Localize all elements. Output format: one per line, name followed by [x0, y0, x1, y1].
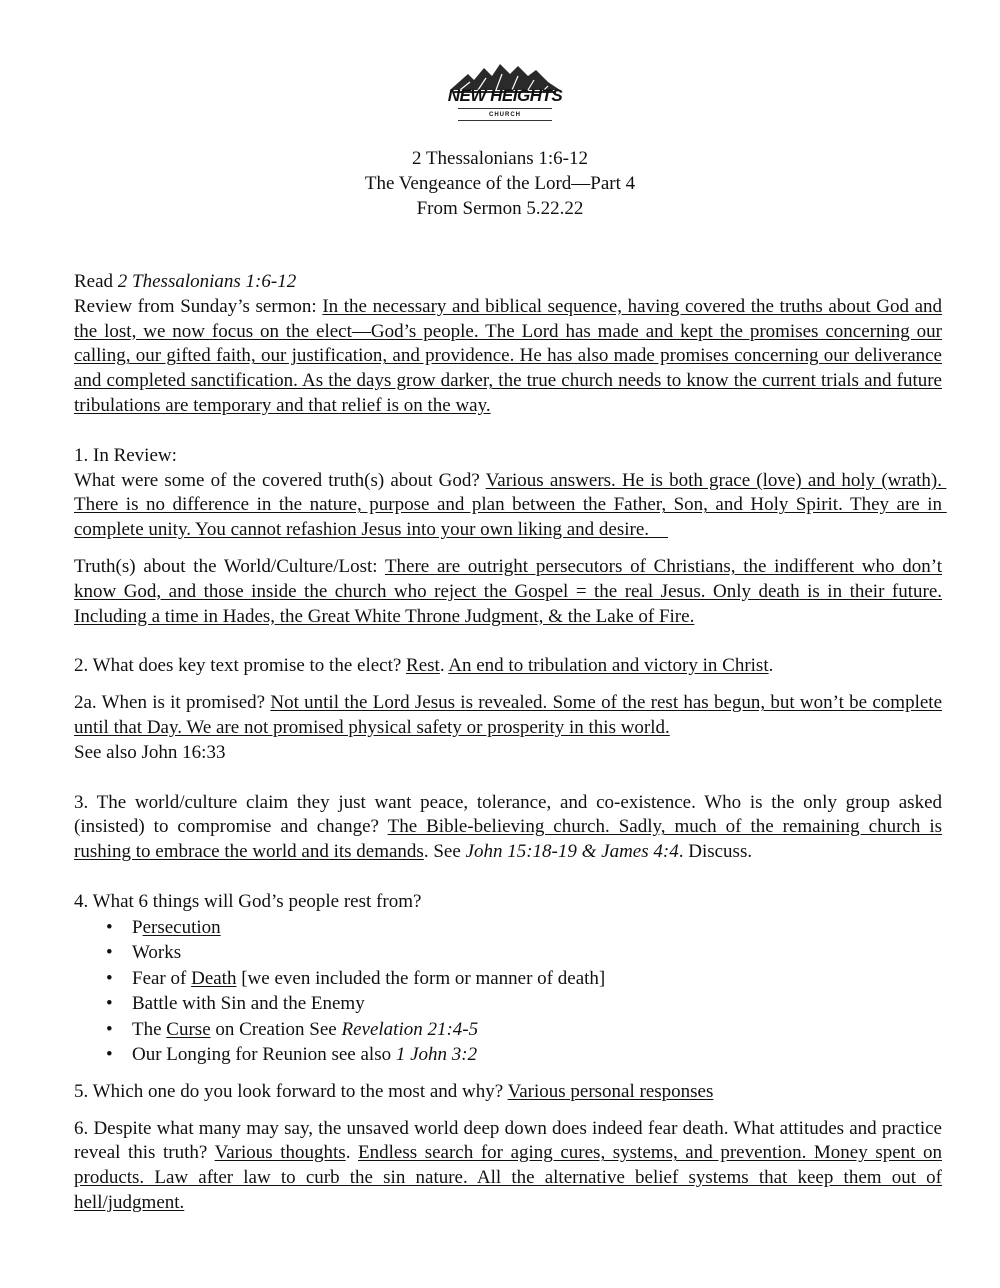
list-item: • The Curse on Creation See Revelation 21:4-5 [132, 1017, 942, 1043]
question-1-world: Truth(s) about the World/Culture/Lost: There are outright persecutors of Christians, the indifferent who don’t know God, and those inside the church who reject the Gospel = the real Jesus. Only death is in their future. Including a time in Hades, the Great White Throne Judgment, & the Lake of Fire. [74, 555, 942, 627]
question-2a: 2a. When is it promised? Not until the Lord Jesus is revealed. Some of the rest has begun, but won’t be complete until that Day. We are not promised physical safety or prosperity in this world. [74, 692, 942, 738]
list-item: • Fear of Death [we even included the form or manner of death] [132, 966, 942, 992]
logo-divider [458, 120, 552, 121]
list-item: • Battle with Sin and the Enemy [132, 991, 942, 1017]
logo-wordmark: NEW HEIGHTS [447, 86, 563, 105]
question-2: 2. What does key text promise to the elect? Rest. An end to tribulation and victory in Christ. [74, 655, 774, 677]
question-1-god: What were some of the covered truth(s) about God? Various answers. He is both grace (love) and holy (wrath). There is no difference in the nature, purpose and plan between the Father, Son, and Holy Spirit. They are in complete unity. You cannot refashion Jesus into your own liking and desire. [74, 469, 947, 541]
document-header [0, 146, 1000, 221]
read-line: Read 2 Thessalonians 1:6-12 [74, 271, 297, 292]
question-6: 6. Despite what many may say, the unsaved world deep down does indeed fear death. What attitudes and practice reveal this truth? Various thoughts. Endless search for aging cures, systems, and prevention. Money spent on products. Law after law to curb the sin nature. All the alternative belief systems that keep them out of hell/judgment. [74, 1117, 943, 1213]
question-4: 4. What 6 things will God’s people rest from? [74, 890, 422, 912]
review-paragraph: Review from Sunday’s sermon: In the necessary and biblical sequence, having covered the truths about God and the lost, we now focus on the elect—God’s people. The Lord has made and kept the promises concerning our calling, our gifted faith, our justification, and providence. He has also made promises concerning our deliverance and completed sanctification. As the days grow darker, the true church needs to know the current trials and future tribulations are temporary and that relief is on the way. [74, 295, 943, 416]
list-item: • Our Longing for Reunion see also 1 John 3:2 [132, 1042, 942, 1068]
logo-subtitle: CHURCH [489, 112, 521, 118]
church-logo [440, 60, 570, 130]
scripture-reference: 2 Thessalonians 1:6-12 [412, 148, 588, 169]
logo-divider [458, 108, 552, 109]
rest-list [74, 915, 942, 1068]
document-body [74, 270, 947, 1216]
list-item: • Persecution [132, 915, 942, 941]
question-2a-see-also: See also John 16:33 [74, 741, 226, 763]
question-3: 3. The world/culture claim they just want peace, tolerance, and co-existence. Who is the only group asked (insisted) to compromise and change? The Bible-believing church. Sadly, much of the remaining church is rushing to embrace the world and its demands. See John 15:18-19 & James 4:4. Discuss. [74, 791, 942, 863]
question-5: 5. Which one do you look forward to the most and why? Various personal responses [74, 1080, 714, 1102]
lesson-title: The Vengeance of the Lord—Part 4 [364, 173, 636, 194]
list-item: • Works [132, 940, 942, 966]
question-1-title: 1. In Review: [74, 444, 177, 466]
sermon-date: From Sermon 5.22.22 [416, 198, 584, 219]
